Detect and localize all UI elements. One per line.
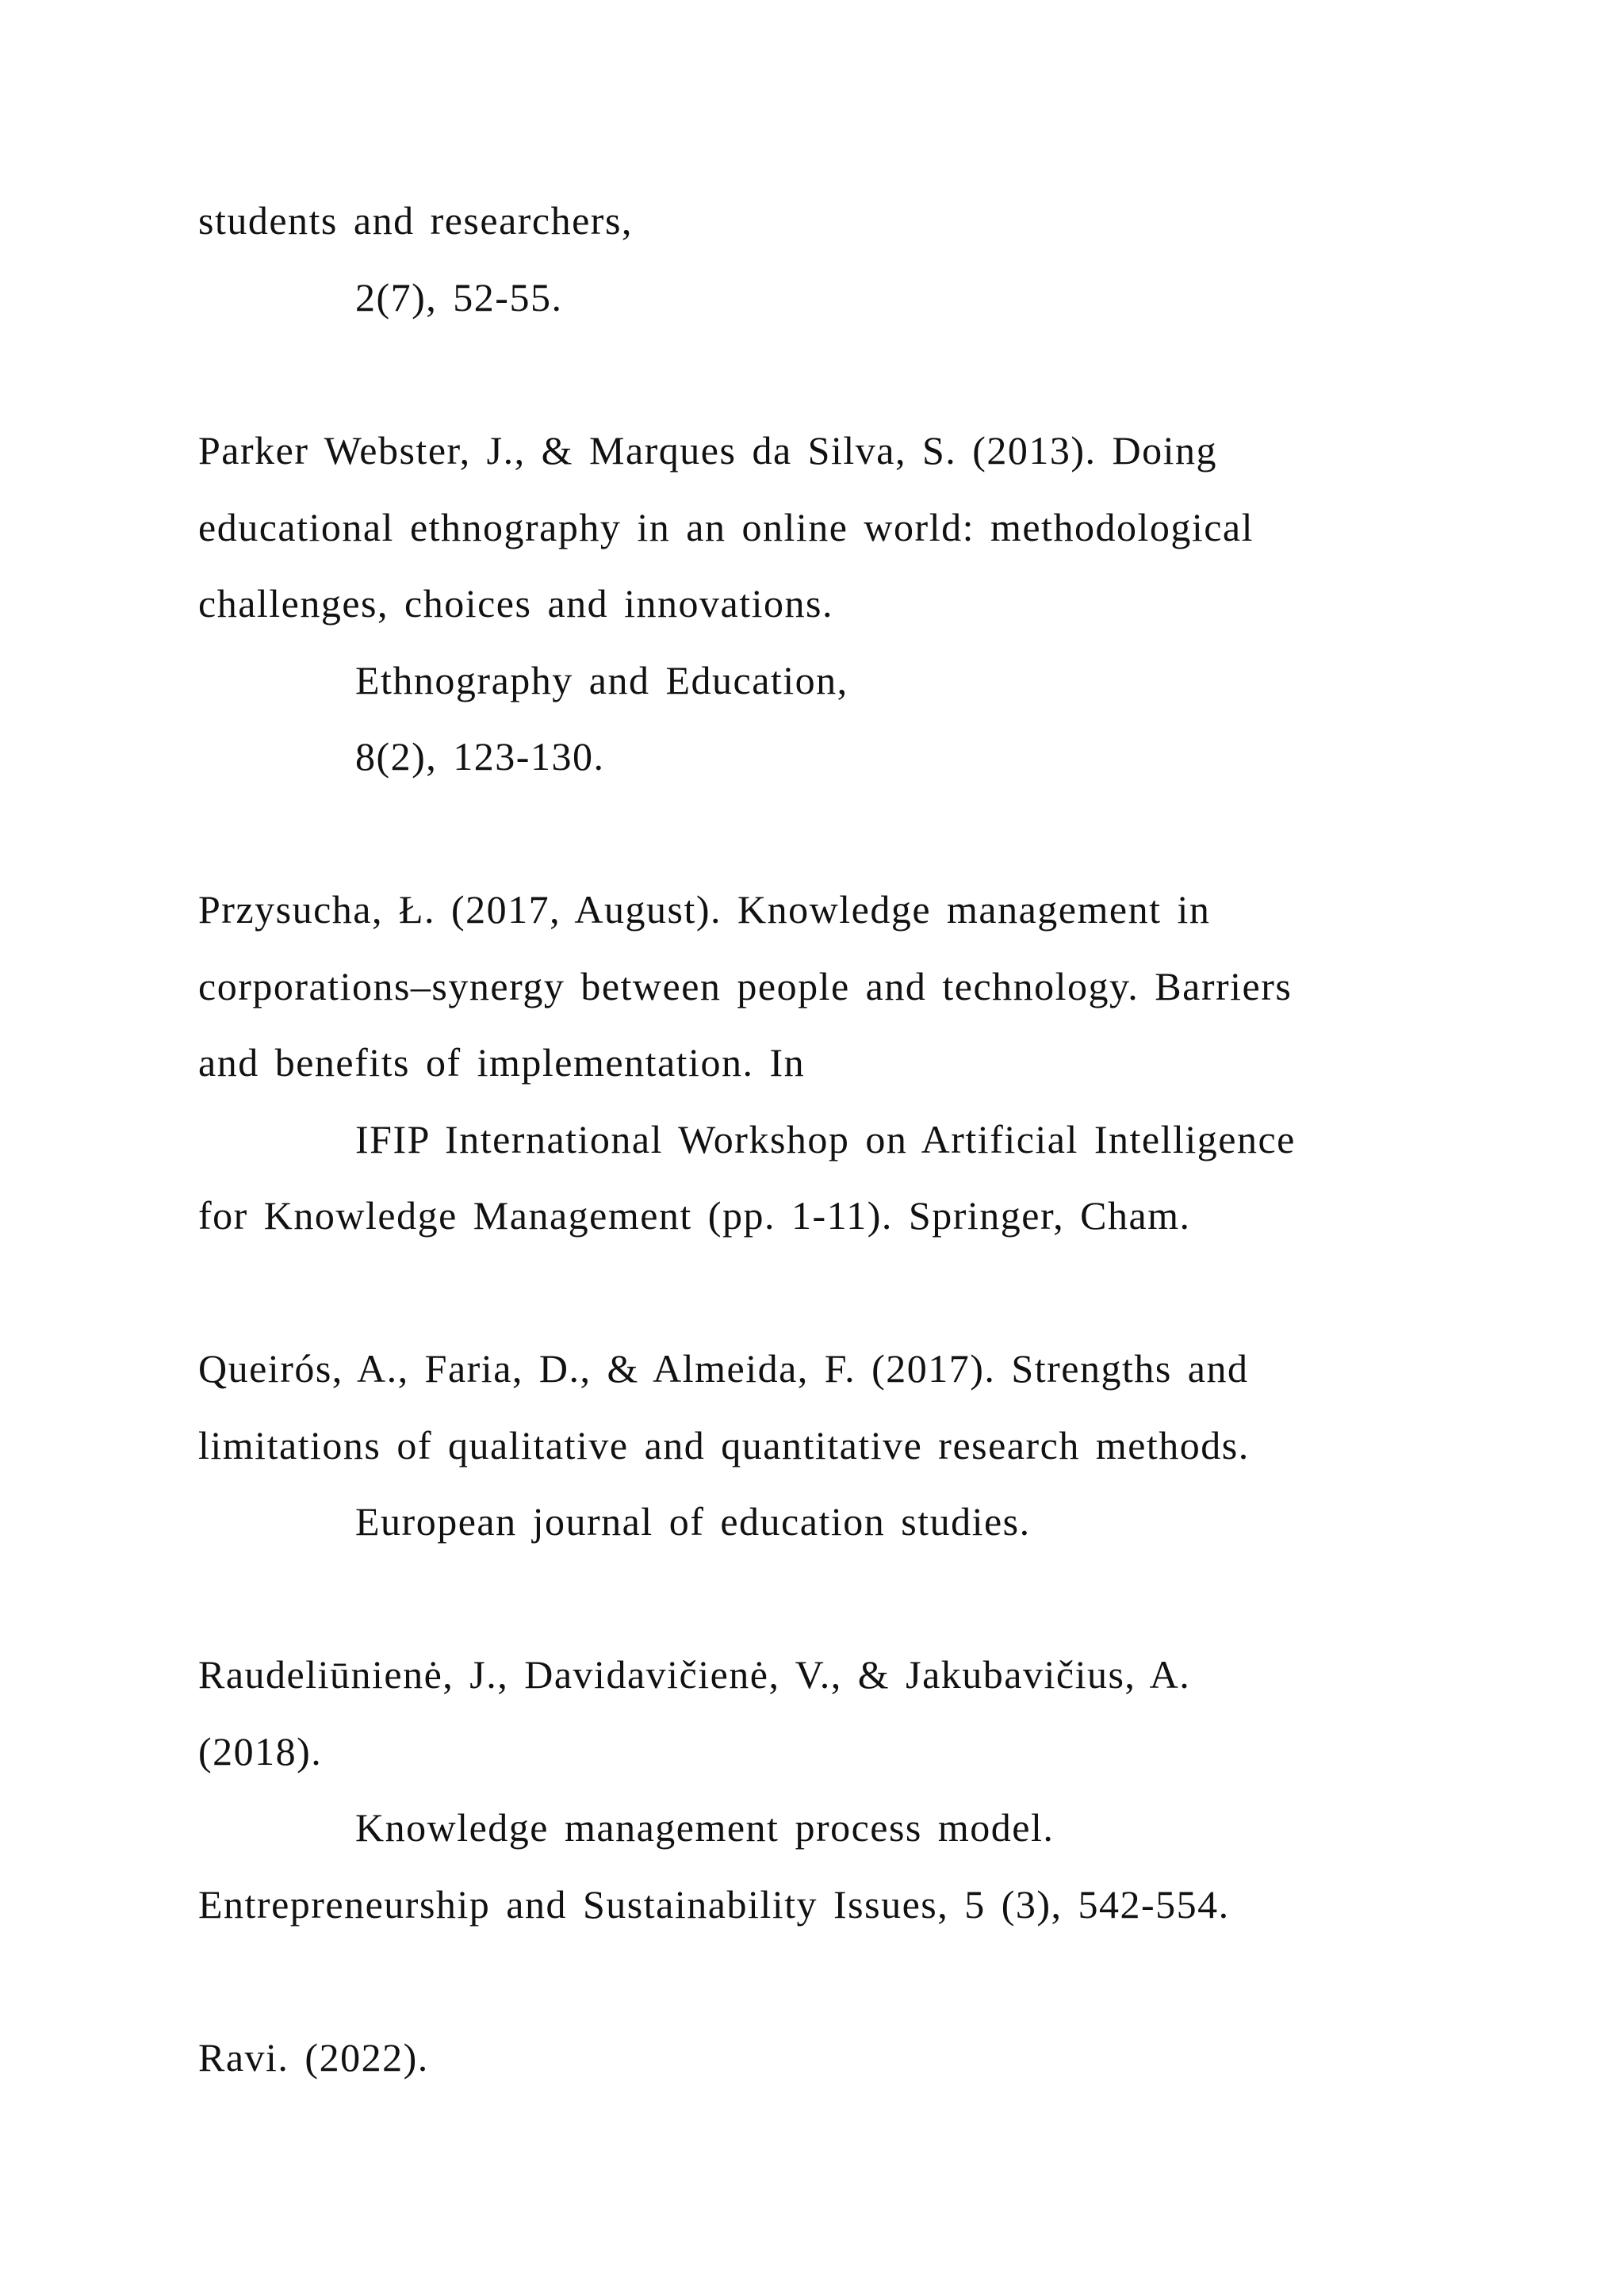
reference-line: corporations–synergy between people and technology. Barriers (198, 964, 1293, 1008)
reference-line: (2018). (198, 1729, 323, 1774)
reference-line: IFIP International Workshop on Artificial Intelligence (355, 1117, 1296, 1161)
reference-line: Queirós, A., Faria, D., & Almeida, F. (2017). Strengths and (198, 1346, 1249, 1391)
reference-line: Ethnography and Education, (355, 658, 848, 702)
reference-line: and benefits of implementation. In (198, 1040, 806, 1085)
reference-line: Knowledge management process model. (355, 1805, 1055, 1850)
reference-line: European journal of education studies. (355, 1499, 1031, 1544)
reference-line: Raudeliūnienė, J., Davidavičienė, V., & Jakubavičius, A. (198, 1652, 1191, 1697)
reference-line: educational ethnography in an online world: methodological (198, 505, 1254, 549)
reference-line: Entrepreneurship and Sustainability Issues, 5 (3), 542-554. (198, 1882, 1230, 1927)
reference-line: 2(7), 52-55. (355, 275, 563, 320)
reference-line: Ravi. (2022). (198, 2035, 429, 2080)
reference-line: students and researchers, (198, 198, 633, 243)
reference-line: Parker Webster, J., & Marques da Silva, S. (2013). Doing (198, 428, 1218, 473)
reference-line: for Knowledge Management (pp. 1-11). Springer, Cham. (198, 1193, 1191, 1238)
reference-line: 8(2), 123-130. (355, 734, 605, 779)
reference-line: Przysucha, Ł. (2017, August). Knowledge management in (198, 887, 1211, 932)
reference-line: challenges, choices and innovations. (198, 581, 833, 626)
reference-line: limitations of qualitative and quantitative research methods. (198, 1423, 1250, 1468)
